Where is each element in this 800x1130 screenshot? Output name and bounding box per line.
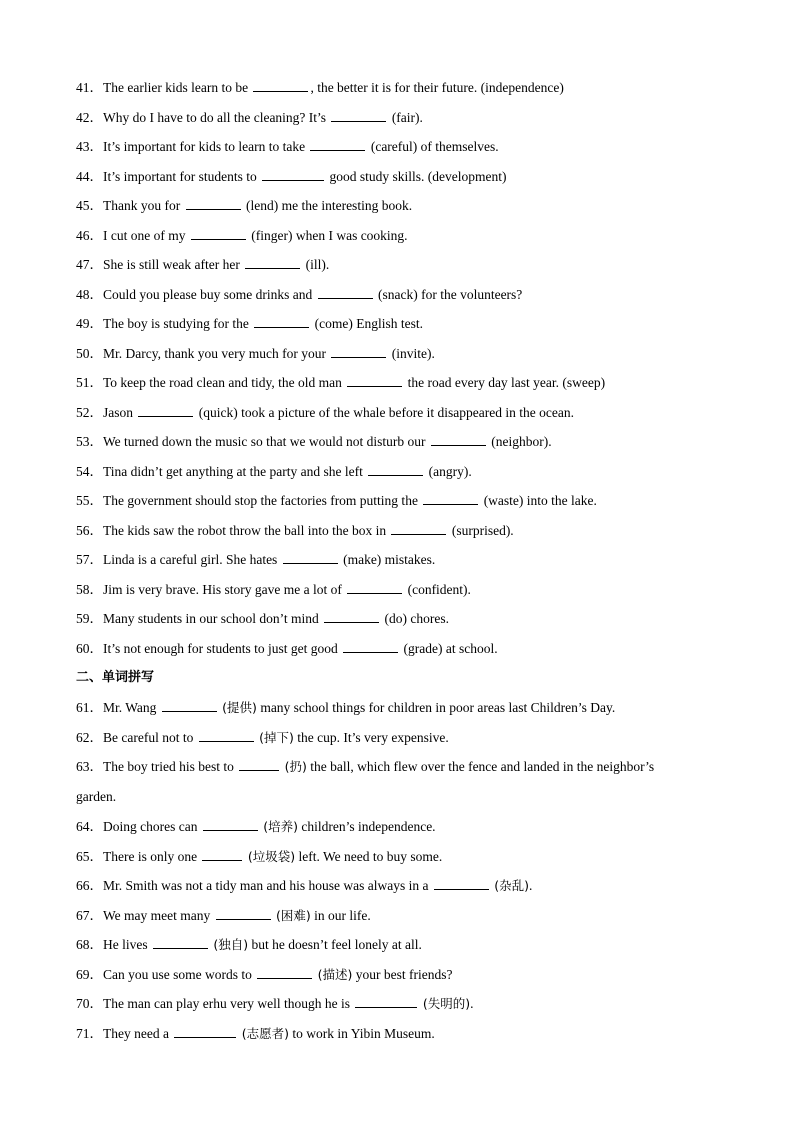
answer-blank[interactable] [191, 227, 246, 240]
question-63-continuation: garden. [76, 789, 117, 804]
question-70: 70．The man can play erhu very well though he is (失明的). [76, 996, 474, 1011]
chinese-hint: (掉下) [259, 730, 294, 745]
question-64: 64．Doing chores can (培养) children’s independence. [76, 819, 436, 834]
question-46: 46．I cut one of my (finger) when I was cooking. [76, 228, 408, 243]
answer-blank[interactable] [245, 256, 300, 269]
answer-blank[interactable] [216, 907, 271, 920]
answer-blank[interactable] [324, 610, 379, 623]
question-66: 66．Mr. Smith was not a tidy man and his house was always in a (杂乱). [76, 878, 533, 893]
answer-blank[interactable] [331, 109, 386, 122]
question-69: 69．Can you use some words to (描述) your best friends? [76, 967, 453, 982]
question-71: 71．They need a (志愿者) to work in Yibin Museum. [76, 1026, 435, 1041]
answer-blank[interactable] [202, 848, 242, 861]
question-68: 68．He lives (独自) but he doesn’t feel lonely at all. [76, 937, 422, 952]
answer-blank[interactable] [239, 758, 279, 771]
answer-blank[interactable] [343, 640, 398, 653]
answer-blank[interactable] [186, 197, 241, 210]
answer-blank[interactable] [174, 1025, 236, 1038]
answer-blank[interactable] [262, 168, 324, 181]
question-47: 47．She is still weak after her (ill). [76, 257, 330, 272]
question-67: 67．We may meet many (困难) in our life. [76, 908, 371, 923]
answer-blank[interactable] [431, 433, 486, 446]
question-60: 60．It’s not enough for students to just get good (grade) at school. [76, 641, 498, 656]
question-55: 55．The government should stop the factories from putting the (waste) into the lake. [76, 493, 597, 508]
question-42: 42．Why do I have to do all the cleaning? It’s (fair). [76, 110, 423, 125]
answer-blank[interactable] [355, 995, 417, 1008]
chinese-hint: (失明的) [422, 996, 471, 1011]
question-63: 63．The boy tried his best to (扔) the ball, which flew over the fence and landed in the neighbor’s [76, 759, 655, 774]
chinese-hint: (志愿者) [241, 1026, 289, 1041]
question-48: 48．Could you please buy some drinks and (snack) for the volunteers? [76, 287, 523, 302]
chinese-hint: (独自) [213, 937, 249, 952]
question-58: 58．Jim is very brave. His story gave me a lot of (confident). [76, 582, 471, 597]
answer-blank[interactable] [331, 345, 386, 358]
answer-blank[interactable] [203, 818, 258, 831]
answer-blank[interactable] [423, 492, 478, 505]
question-50: 50．Mr. Darcy, thank you very much for your (invite). [76, 346, 435, 361]
question-65: 65．There is only one (垃圾袋) left. We need to buy some. [76, 849, 443, 864]
answer-blank[interactable] [310, 138, 365, 151]
question-41: 41．The earlier kids learn to be , the better it is for their future. (independence) [76, 80, 564, 95]
answer-blank[interactable] [347, 581, 402, 594]
question-43: 43．It’s important for kids to learn to take (careful) of themselves. [76, 139, 499, 154]
question-62: 62．Be careful not to (掉下) the cup. It’s very expensive. [76, 730, 449, 745]
chinese-hint: (描述) [317, 967, 353, 982]
question-54: 54．Tina didn’t get anything at the party and she left (angry). [76, 464, 472, 479]
chinese-hint: (扔) [284, 759, 307, 774]
question-45: 45．Thank you for (lend) me the interesting book. [76, 198, 413, 213]
answer-blank[interactable] [162, 699, 217, 712]
question-56: 56．The kids saw the robot throw the ball into the box in (surprised). [76, 523, 514, 538]
question-59: 59．Many students in our school don’t mind (do) chores. [76, 611, 449, 626]
answer-blank[interactable] [153, 936, 208, 949]
question-53: 53．We turned down the music so that we would not disturb our (neighbor). [76, 434, 552, 449]
answer-blank[interactable] [254, 315, 309, 328]
answer-blank[interactable] [391, 522, 446, 535]
answer-blank[interactable] [253, 79, 308, 92]
question-61: 61．Mr. Wang (提供) many school things for children in poor areas last Children’s Day. [76, 700, 616, 715]
question-52: 52．Jason (quick) took a picture of the whale before it disappeared in the ocean. [76, 405, 574, 420]
question-49: 49．The boy is studying for the (come) English test. [76, 316, 423, 331]
chinese-hint: (提供) [222, 700, 257, 715]
section-heading-spelling: 二、单词拼写 [76, 670, 155, 685]
answer-blank[interactable] [283, 551, 338, 564]
answer-blank[interactable] [138, 404, 193, 417]
answer-blank[interactable] [257, 966, 312, 979]
chinese-hint: (垃圾袋) [247, 849, 296, 864]
answer-blank[interactable] [318, 286, 373, 299]
chinese-hint: (培养) [263, 819, 298, 834]
chinese-hint: (杂乱) [494, 878, 529, 893]
answer-blank[interactable] [199, 729, 254, 742]
chinese-hint: (困难) [276, 908, 311, 923]
question-44: 44．It’s important for students to good study skills. (development) [76, 169, 507, 184]
question-57: 57．Linda is a careful girl. She hates (make) mistakes. [76, 552, 436, 567]
answer-blank[interactable] [434, 877, 489, 890]
question-51: 51．To keep the road clean and tidy, the old man the road every day last year. (sweep) [76, 375, 606, 390]
answer-blank[interactable] [347, 374, 402, 387]
answer-blank[interactable] [368, 463, 423, 476]
